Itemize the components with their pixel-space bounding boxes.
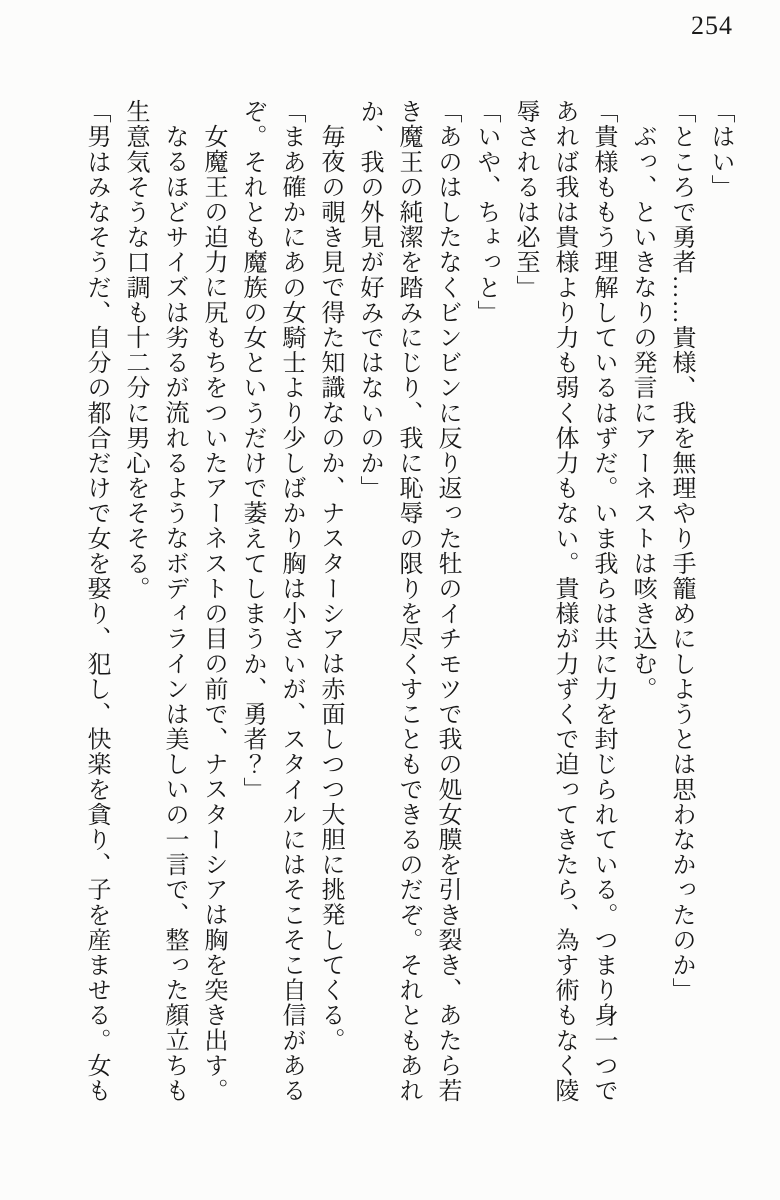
text-line: あれば我は貴様より力も弱く体力もない。貴様が力ずくで迫ってきたら、為す術もなく陵 (551, 99, 577, 1103)
text-line: 「まあ確かにあの女騎士より少しばかり胸は小さいが、スタイルにはそこそこ自信がある (278, 99, 304, 1103)
text-line: き魔王の純潔を踏みにじり、我に恥辱の限りを尽くすこともできるのだぞ。それともあれ (395, 99, 421, 1103)
text-line: 生意気そうな口調も十二分に男心をそそる。 (122, 99, 148, 601)
text-line: 辱されるは必至」 (512, 99, 538, 300)
text-line: 毎夜の覗き見で得た知識なのか、ナスターシアは赤面しつつ大胆に挑発してくる。 (317, 124, 343, 1053)
text-line: ぶっ、といきなりの発言にアーネストは咳き込む。 (629, 124, 655, 702)
text-line: 「ところで勇者……貴様、我を無理やり手籠めにしようとは思わなかったのか」 (668, 99, 694, 1003)
text-line: ぞ。それとも魔族の女というだけで萎えてしまうか、勇者？」 (239, 99, 265, 802)
text-line: なるほどサイズは劣るが流れるようなボディラインは美しいの一言で、整った顔立ちも (161, 124, 187, 1103)
text-line: 「はい」 (707, 99, 733, 200)
text-line: 「貴様ももう理解しているはずだ。いま我らは共に力を封じられている。つまり身一つで (590, 99, 616, 1103)
text-line: 「あのはしたなくビンビンに反り返った牡のイチモツで我の処女膜を引き裂き、あたら若 (434, 99, 460, 1103)
vertical-text-block (76, 99, 739, 1121)
page-number: 254 (691, 11, 733, 40)
text-line: 「いや、ちょっと」 (473, 99, 499, 325)
text-line: 女魔王の迫力に尻もちをついたアーネストの目の前で、ナスターシアは胸を突き出す。 (200, 124, 226, 1103)
text-line: 「男はみなそうだ、自分の都合だけで女を娶り、犯し、快楽を貪り、子を産ませる。女も (83, 99, 109, 1103)
text-line: か、我の外見が好みではないのか」 (356, 99, 382, 501)
